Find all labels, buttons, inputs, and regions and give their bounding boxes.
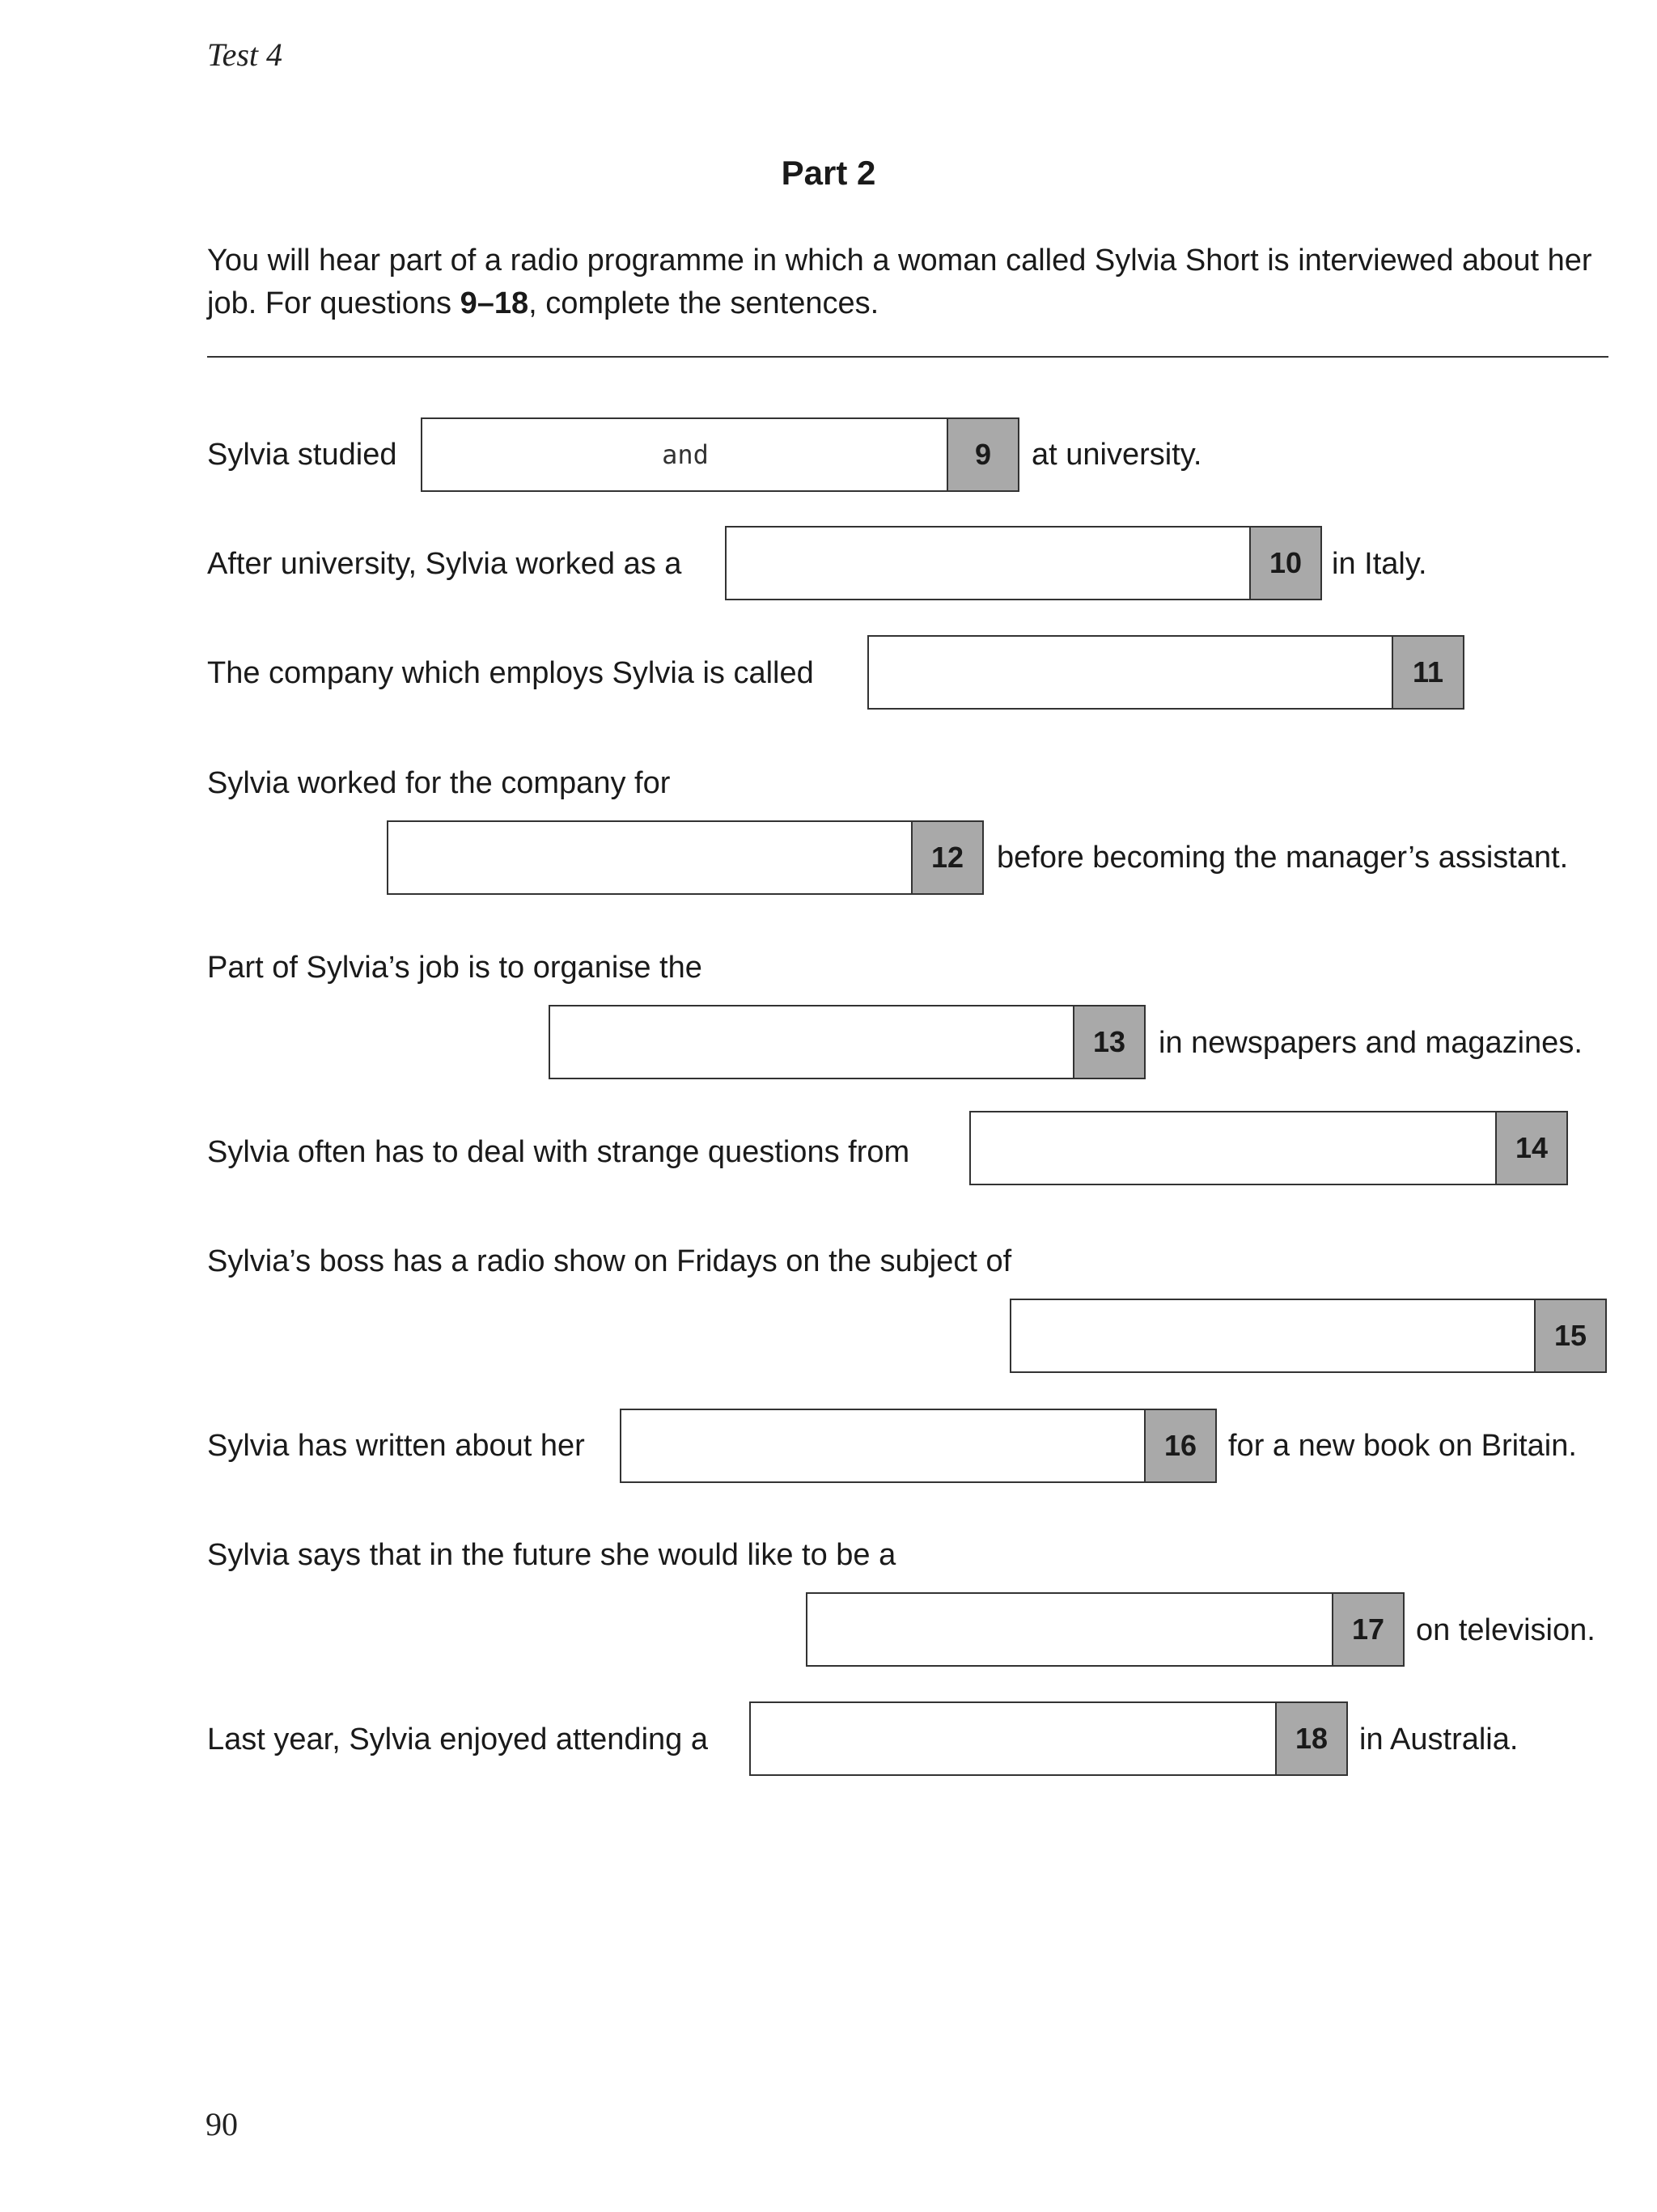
question-12-prompt: Sylvia worked for the company for (207, 766, 671, 800)
instructions-text: You will hear part of a radio programme in which a woman called Sylvia Short is interviewed about her job. For questions (207, 244, 1592, 320)
question-number-11: 11 (1392, 637, 1463, 708)
answer-box-15[interactable] (1010, 1299, 1607, 1373)
question-number-18: 18 (1275, 1703, 1346, 1774)
question-16-prompt: Sylvia has written about her (207, 1429, 585, 1463)
answer-box-16[interactable] (620, 1409, 1217, 1483)
answer-box-14[interactable] (969, 1111, 1568, 1185)
question-13-prompt: Part of Sylvia’s job is to organise the (207, 951, 702, 985)
instructions (207, 239, 1615, 325)
answer-11-value (869, 637, 1393, 708)
question-10-suffix: in Italy. (1332, 547, 1427, 581)
question-range: 9–18 (460, 286, 529, 320)
answer-9-value: and (662, 439, 709, 470)
divider-rule (207, 356, 1608, 358)
answer-box-10[interactable] (725, 526, 1322, 600)
question-16-suffix: for a new book on Britain. (1228, 1429, 1577, 1463)
question-10-prompt: After university, Sylvia worked as a (207, 547, 682, 581)
question-number-14: 14 (1495, 1112, 1566, 1184)
answer-15-value (1011, 1300, 1536, 1371)
question-17-prompt: Sylvia says that in the future she would like to be a (207, 1538, 896, 1572)
question-17-suffix: on television. (1416, 1613, 1596, 1647)
question-number-12: 12 (911, 822, 982, 893)
question-number-10: 10 (1249, 528, 1320, 599)
answer-box-17[interactable] (806, 1592, 1405, 1667)
instructions-text-end: , complete the sentences. (528, 286, 879, 320)
question-12-suffix: before becoming the manager’s assistant. (997, 841, 1569, 875)
question-number-16: 16 (1144, 1410, 1215, 1481)
answer-box-9[interactable] (421, 417, 1019, 492)
question-18-suffix: in Australia. (1359, 1723, 1519, 1756)
question-14-prompt: Sylvia often has to deal with strange questions from (207, 1135, 910, 1169)
question-13-suffix: in newspapers and magazines. (1159, 1026, 1583, 1060)
answer-10-value (727, 528, 1251, 599)
answer-12-value (388, 822, 913, 893)
page-number: 90 (206, 2106, 238, 2142)
answer-14-value (971, 1112, 1497, 1184)
answer-16-value (621, 1410, 1146, 1481)
answer-17-value (807, 1594, 1333, 1665)
question-number-9: 9 (947, 419, 1018, 490)
answer-box-13[interactable] (549, 1005, 1146, 1079)
question-number-13: 13 (1073, 1006, 1144, 1078)
question-11-prompt: The company which employs Sylvia is called (207, 656, 814, 690)
answer-box-11[interactable] (867, 635, 1464, 710)
part-title: Part 2 (781, 154, 876, 192)
question-9-suffix: at university. (1032, 438, 1202, 472)
answer-13-value (550, 1006, 1074, 1078)
question-18-prompt: Last year, Sylvia enjoyed attending a (207, 1723, 708, 1756)
answer-box-18[interactable] (749, 1701, 1348, 1776)
question-number-17: 17 (1332, 1594, 1403, 1665)
question-number-15: 15 (1534, 1300, 1605, 1371)
answer-box-12[interactable] (387, 820, 984, 895)
test-label: Test 4 (207, 36, 283, 73)
question-9-prompt: Sylvia studied (207, 438, 397, 472)
question-15-prompt: Sylvia’s boss has a radio show on Fridays on the subject of (207, 1244, 1012, 1278)
answer-18-value (751, 1703, 1277, 1774)
